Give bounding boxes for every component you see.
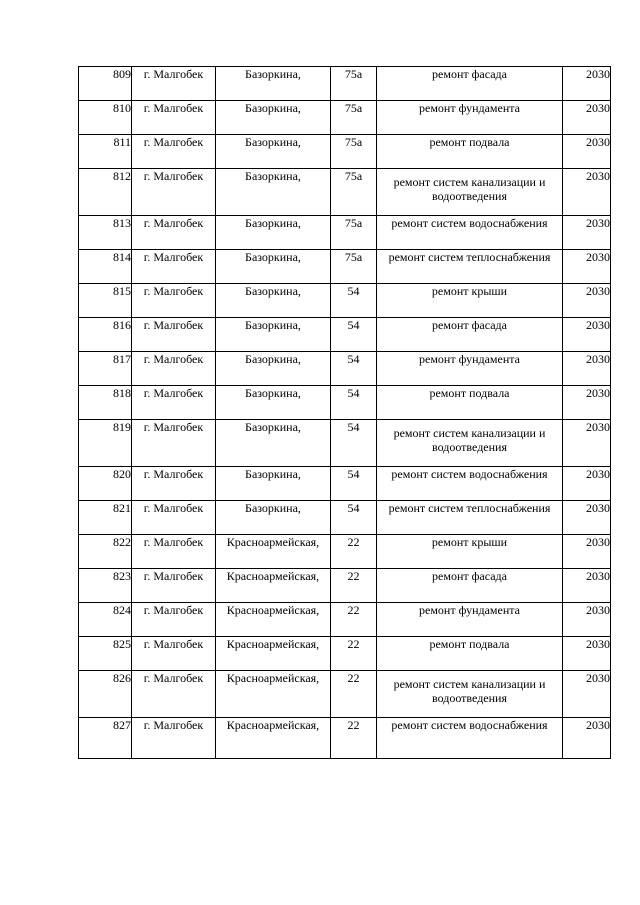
work-type-cell: ремонт крыши: [377, 284, 563, 318]
year-cell: 2030: [563, 216, 611, 250]
city-cell: г. Малгобек: [132, 671, 216, 718]
row-number-cell: 817: [79, 352, 132, 386]
street-cell: Базоркина,: [216, 67, 331, 101]
city-cell: г. Малгобек: [132, 603, 216, 637]
street-cell: Базоркина,: [216, 318, 331, 352]
row-number-cell: 813: [79, 216, 132, 250]
street-cell: Базоркина,: [216, 135, 331, 169]
house-number-cell: 54: [331, 501, 377, 535]
table-row: [79, 569, 611, 603]
row-number-cell: 811: [79, 135, 132, 169]
row-number-cell: 822: [79, 535, 132, 569]
house-number-cell: 75а: [331, 169, 377, 216]
city-cell: г. Малгобек: [132, 101, 216, 135]
year-cell: 2030: [563, 101, 611, 135]
street-cell: Базоркина,: [216, 250, 331, 284]
row-number-cell: 818: [79, 386, 132, 420]
year-cell: 2030: [563, 352, 611, 386]
house-number-cell: 54: [331, 420, 377, 467]
work-type-cell: ремонт систем теплоснабжения: [377, 250, 563, 284]
house-number-cell: 75а: [331, 250, 377, 284]
street-cell: Красноармейская,: [216, 535, 331, 569]
row-number-cell: 809: [79, 67, 132, 101]
row-number-cell: 820: [79, 467, 132, 501]
house-number-cell: 75а: [331, 67, 377, 101]
work-type-cell: ремонт крыши: [377, 535, 563, 569]
work-type-cell: ремонт систем водоснабжения: [377, 718, 563, 759]
city-cell: г. Малгобек: [132, 420, 216, 467]
city-cell: г. Малгобек: [132, 216, 216, 250]
row-number-cell: 825: [79, 637, 132, 671]
work-type-cell: ремонт фундамента: [377, 603, 563, 637]
year-cell: 2030: [563, 603, 611, 637]
street-cell: Базоркина,: [216, 216, 331, 250]
year-cell: 2030: [563, 535, 611, 569]
city-cell: г. Малгобек: [132, 284, 216, 318]
street-cell: Базоркина,: [216, 169, 331, 216]
year-cell: 2030: [563, 386, 611, 420]
work-type-cell: ремонт фасада: [377, 569, 563, 603]
street-cell: Базоркина,: [216, 284, 331, 318]
row-number-cell: 815: [79, 284, 132, 318]
year-cell: 2030: [563, 671, 611, 718]
house-number-cell: 54: [331, 386, 377, 420]
house-number-cell: 22: [331, 637, 377, 671]
work-type-cell: ремонт фасада: [377, 67, 563, 101]
row-number-cell: 827: [79, 718, 132, 759]
street-cell: Базоркина,: [216, 101, 331, 135]
table-row: [79, 386, 611, 420]
year-cell: 2030: [563, 718, 611, 759]
work-type-cell: ремонт фундамента: [377, 352, 563, 386]
table-body: [79, 67, 611, 759]
table-row: [79, 467, 611, 501]
work-type-cell: ремонт систем канализации и водоотведения: [377, 671, 563, 718]
row-number-cell: 826: [79, 671, 132, 718]
city-cell: г. Малгобек: [132, 535, 216, 569]
table-row: [79, 718, 611, 759]
row-number-cell: 823: [79, 569, 132, 603]
street-cell: Красноармейская,: [216, 569, 331, 603]
house-number-cell: 75а: [331, 101, 377, 135]
year-cell: 2030: [563, 501, 611, 535]
work-type-cell: ремонт систем водоснабжения: [377, 467, 563, 501]
house-number-cell: 22: [331, 718, 377, 759]
year-cell: 2030: [563, 420, 611, 467]
work-type-cell: ремонт фундамента: [377, 101, 563, 135]
street-cell: Базоркина,: [216, 352, 331, 386]
city-cell: г. Малгобек: [132, 386, 216, 420]
table-row: [79, 420, 611, 467]
house-number-cell: 75а: [331, 135, 377, 169]
work-type-cell: ремонт систем теплоснабжения: [377, 501, 563, 535]
table-row: [79, 535, 611, 569]
house-number-cell: 22: [331, 535, 377, 569]
city-cell: г. Малгобек: [132, 467, 216, 501]
table-row: [79, 284, 611, 318]
city-cell: г. Малгобек: [132, 352, 216, 386]
city-cell: г. Малгобек: [132, 67, 216, 101]
city-cell: г. Малгобек: [132, 569, 216, 603]
house-number-cell: 54: [331, 318, 377, 352]
table-row: [79, 671, 611, 718]
row-number-cell: 821: [79, 501, 132, 535]
row-number-cell: 824: [79, 603, 132, 637]
table-row: [79, 67, 611, 101]
house-number-cell: 75а: [331, 216, 377, 250]
work-type-cell: ремонт систем канализации и водоотведения: [377, 169, 563, 216]
year-cell: 2030: [563, 169, 611, 216]
street-cell: Базоркина,: [216, 467, 331, 501]
house-number-cell: 54: [331, 352, 377, 386]
table-row: [79, 169, 611, 216]
city-cell: г. Малгобек: [132, 135, 216, 169]
street-cell: Базоркина,: [216, 386, 331, 420]
year-cell: 2030: [563, 250, 611, 284]
street-cell: Красноармейская,: [216, 718, 331, 759]
table-row: [79, 501, 611, 535]
year-cell: 2030: [563, 67, 611, 101]
row-number-cell: 819: [79, 420, 132, 467]
city-cell: г. Малгобек: [132, 169, 216, 216]
table-row: [79, 318, 611, 352]
city-cell: г. Малгобек: [132, 718, 216, 759]
street-cell: Красноармейская,: [216, 671, 331, 718]
house-number-cell: 22: [331, 603, 377, 637]
city-cell: г. Малгобек: [132, 318, 216, 352]
year-cell: 2030: [563, 318, 611, 352]
row-number-cell: 810: [79, 101, 132, 135]
year-cell: 2030: [563, 569, 611, 603]
repair-works-table: [78, 66, 611, 759]
work-type-cell: ремонт подвала: [377, 135, 563, 169]
house-number-cell: 54: [331, 467, 377, 501]
work-type-cell: ремонт систем водоснабжения: [377, 216, 563, 250]
house-number-cell: 54: [331, 284, 377, 318]
year-cell: 2030: [563, 467, 611, 501]
row-number-cell: 814: [79, 250, 132, 284]
work-type-cell: ремонт фасада: [377, 318, 563, 352]
city-cell: г. Малгобек: [132, 501, 216, 535]
city-cell: г. Малгобек: [132, 250, 216, 284]
table-row: [79, 637, 611, 671]
table-row: [79, 250, 611, 284]
row-number-cell: 816: [79, 318, 132, 352]
house-number-cell: 22: [331, 671, 377, 718]
table-row: [79, 101, 611, 135]
street-cell: Красноармейская,: [216, 603, 331, 637]
table-row: [79, 135, 611, 169]
city-cell: г. Малгобек: [132, 637, 216, 671]
work-type-cell: ремонт систем канализации и водоотведения: [377, 420, 563, 467]
work-type-cell: ремонт подвала: [377, 637, 563, 671]
house-number-cell: 22: [331, 569, 377, 603]
year-cell: 2030: [563, 637, 611, 671]
street-cell: Базоркина,: [216, 501, 331, 535]
work-type-cell: ремонт подвала: [377, 386, 563, 420]
street-cell: Красноармейская,: [216, 637, 331, 671]
row-number-cell: 812: [79, 169, 132, 216]
street-cell: Базоркина,: [216, 420, 331, 467]
table-row: [79, 216, 611, 250]
year-cell: 2030: [563, 135, 611, 169]
table-row: [79, 603, 611, 637]
year-cell: 2030: [563, 284, 611, 318]
table-row: [79, 352, 611, 386]
